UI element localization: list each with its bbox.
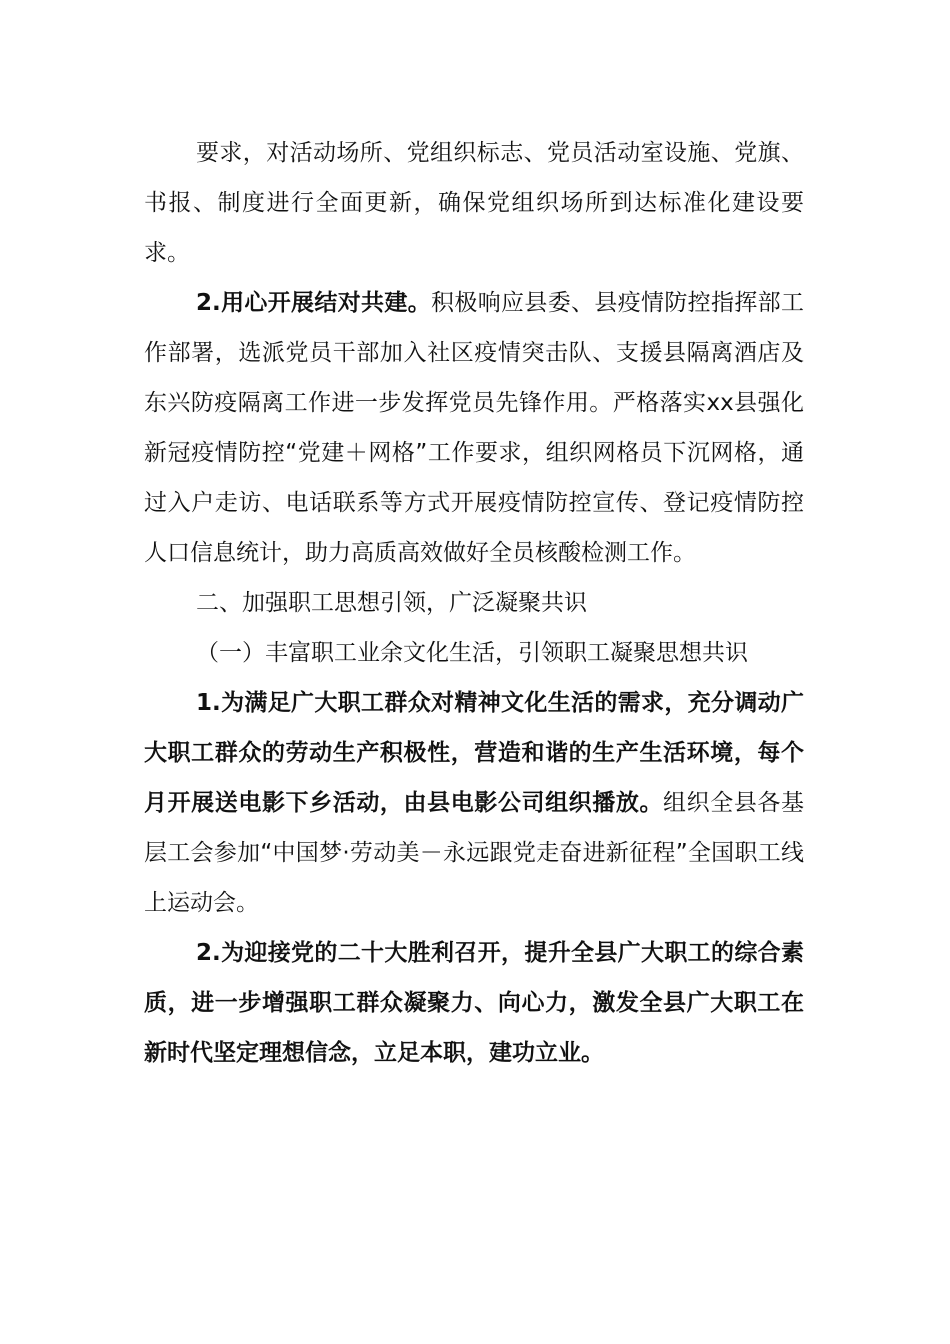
paragraph-lead-bold: 1.为满足广大职工群众对精神文化生活的需求，充分调动广大职工群众的劳动生产积极性，营造和谐的生产生活环境，每个月开展送电影下乡活动，由县电影公司组织播放。 — [144, 690, 804, 816]
paragraph-pairing-co-construction — [144, 278, 804, 578]
paragraph-culture-life — [144, 678, 804, 928]
document-body — [144, 128, 804, 1078]
paragraph-continuation — [144, 128, 804, 278]
section-heading-text: 二、加强职工思想引领，广泛凝聚共识 — [196, 590, 587, 616]
paragraph-text: 积极响应县委、县疫情防控指挥部工作部署，选派党员干部加入社区疫情突击队、支援县隔离酒店及东兴防疫隔离工作进一步发挥党员先锋作用。严格落实xx县强化新冠疫情防控“党建＋网格”工作要求，组织网格员下沉网格，通过入户走访、电话联系等方式开展疫情防控宣传、登记疫情防控人口信息统计，助力高质高效做好全员核酸检测工作。 — [144, 290, 804, 566]
subsection-heading — [144, 628, 804, 678]
paragraph-lead-bold: 2.用心开展结对共建。 — [196, 290, 432, 316]
section-heading — [144, 578, 804, 628]
paragraph-twentieth-congress — [144, 928, 804, 1078]
paragraph-text: 组织全县各基层工会参加“中国梦·劳动美－永远跟党走奋进新征程”全国职工线上运动会。 — [144, 790, 805, 916]
subsection-heading-text: （一）丰富职工业余文化生活，引领职工凝聚思想共识 — [196, 640, 748, 666]
paragraph-lead-bold: 2.为迎接党的二十大胜利召开，提升全县广大职工的综合素质，进一步增强职工群众凝聚力、向心力，激发全县广大职工在新时代坚定理想信念，立足本职，建功立业。 — [144, 940, 804, 1066]
paragraph-text: 要求，对活动场所、党组织标志、党员活动室设施、党旗、书报、制度进行全面更新，确保党组织场所到达标准化建设要求。 — [144, 140, 804, 266]
